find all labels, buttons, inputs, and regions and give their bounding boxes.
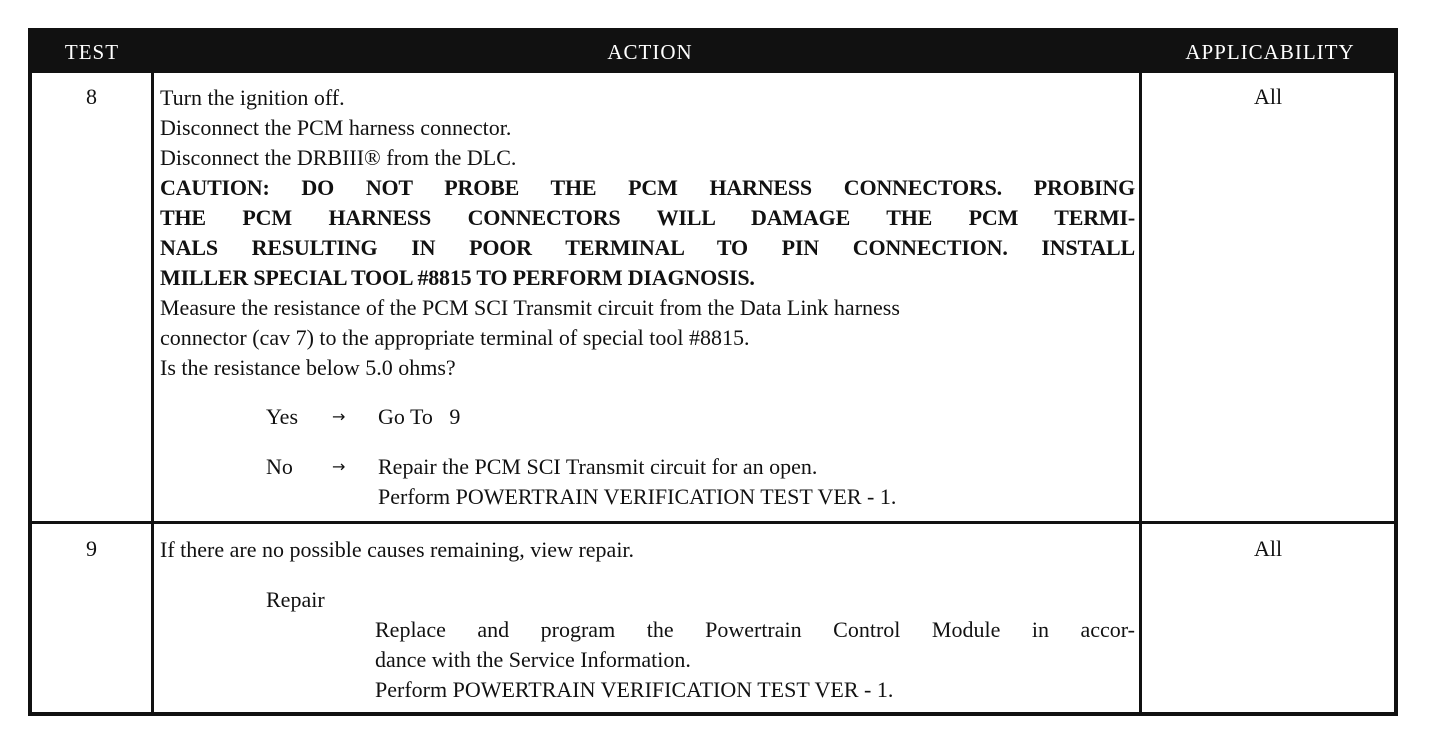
diagnostic-table [28,28,1398,716]
step-line: Disconnect the DRBIII® from the DLC. [160,145,517,170]
repair-line: Replace and program the Powertrain Control Module in accor- [375,617,1135,642]
header-test: TEST [64,40,120,64]
repair-label: Repair [266,587,325,612]
yes-action: Go To 9 [378,404,461,429]
measure-line: connector (cav 7) to the appropriate terminal of special tool #8815. [160,325,750,350]
step-line: Disconnect the PCM harness connector. [160,115,512,140]
no-action-line: Repair the PCM SCI Transmit circuit for an open. [378,454,818,479]
question-line: Is the resistance below 5.0 ohms? [160,355,456,380]
repair-line: Perform POWERTRAIN VERIFICATION TEST VER - 1. [375,677,894,702]
step-line: Turn the ignition off. [160,85,345,110]
applicability-8: All [1253,84,1283,109]
caution-line: THE PCM HARNESS CONNECTORS WILL DAMAGE THE PCM TERMI- [160,205,1135,230]
yes-label: Yes [266,404,299,429]
arrow-icon: → [332,407,346,426]
row-divider [32,521,1394,524]
applicability-9: All [1253,536,1283,561]
no-action-line: Perform POWERTRAIN VERIFICATION TEST VER - 1. [378,484,897,509]
column-divider [151,73,154,712]
test-number-9: 9 [86,536,97,561]
intro-line: If there are no possible causes remaining, view repair. [160,537,635,562]
test-number-8: 8 [86,84,97,109]
header-action: ACTION [607,40,693,64]
repair-body [375,615,1135,705]
action-cell-8 [160,83,1135,383]
header-applicability: APPLICABILITY [1185,40,1355,64]
table-header [32,32,1394,73]
caution-line: MILLER SPECIAL TOOL #8815 TO PERFORM DIAGNOSIS. [160,265,755,290]
caution-line: NALS RESULTING IN POOR TERMINAL TO PIN CONNECTION. INSTALL [160,235,1135,260]
arrow-icon: → [332,457,346,476]
no-label: No [266,454,293,479]
caution-line: CAUTION: DO NOT PROBE THE PCM HARNESS CONNECTORS. PROBING [160,175,1135,200]
column-divider [1139,73,1142,712]
measure-line: Measure the resistance of the PCM SCI Transmit circuit from the Data Link harness [160,295,900,320]
repair-line: dance with the Service Information. [375,647,691,672]
